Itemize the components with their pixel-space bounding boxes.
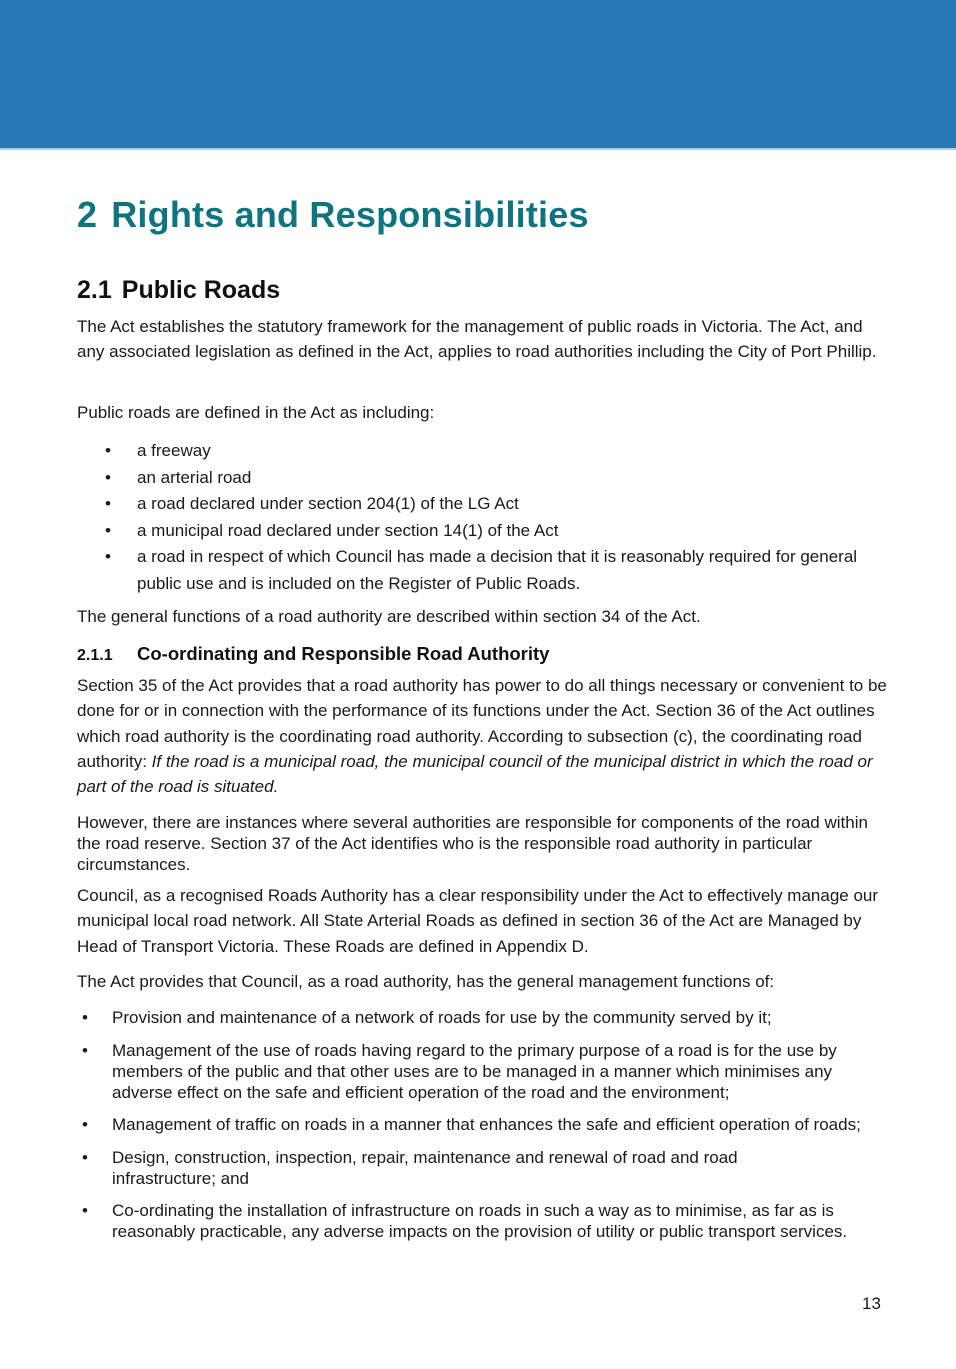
list-item: • Management of traffic on roads in a manner that enhances the safe and efficient operation of roads; [82, 1115, 861, 1134]
intro-paragraph-1: The Act establishes the statutory framework for the management of public roads in Victoria. The Act, and any associated legislation as defined in the Act, applies to road authorities including the City of Port Phillip. [77, 317, 877, 362]
bullet-icon: • [105, 494, 111, 513]
subsection-paragraph-4: The Act provides that Council, as a road authority, has the general management functions of: [77, 972, 775, 991]
list-item: • Management of the use of roads having regard to the primary purpose of a road is for the use by members of the public and that other uses are to be managed in a manner which minimises any adverse effect on the safe and efficient operation of the road and the environment; [82, 1040, 837, 1102]
list-item: • a municipal road declared under section 14(1) of the Act [77, 518, 887, 545]
bullet-icon: • [82, 1201, 88, 1220]
list-item: • a freeway [77, 438, 887, 465]
chapter-title: Rights and Responsibilities [111, 194, 589, 235]
bullet-icon: • [105, 441, 111, 460]
subsection-title: Co-ordinating and Responsible Road Authority [137, 643, 550, 664]
bullet-icon: • [105, 520, 111, 540]
list-item: • a road in respect of which Council has made a decision that it is reasonably required for general public use and is included on the Register of Public Roads. [77, 544, 887, 597]
bullet-icon: • [82, 1008, 88, 1027]
bullet-icon: • [82, 1147, 88, 1167]
bullet-icon: • [105, 467, 111, 487]
public-roads-list [77, 438, 887, 597]
bullet-icon: • [82, 1040, 88, 1060]
list-item: • a road declared under section 204(1) of the LG Act [77, 491, 887, 518]
chapter-heading [77, 194, 589, 236]
subsection-number: 2.1.1 [77, 647, 113, 664]
list-item: • Design, construction, inspection, repair, maintenance and renewal of road and road infrastructure; and [82, 1147, 738, 1188]
list-item: • Provision and maintenance of a network of roads for use by the community served by it; [82, 1008, 772, 1027]
subsection-paragraph-2: However, there are instances where several authorities are responsible for components of the road within the road reserve. Section 37 of the Act identifies who is the responsible road authority in particular circumstances. [77, 813, 868, 874]
subsection-paragraph-1: Section 35 of the Act provides that a road authority has power to do all things necessary or convenient to be done for or in connection with the performance of its functions under the Act. Section 36 of the Act outlines which road authority is the coordinating road authority. According to subsection (c), the coordinating road authority: If the road is a municipal road, the municipal council of the municipal district in which the road or part of the road is situated. [77, 676, 887, 797]
header-banner [0, 0, 956, 150]
page-number: 13 [862, 1294, 881, 1313]
section-heading [77, 276, 280, 305]
section-number: 2.1 [77, 276, 112, 304]
list-item: • Co-ordinating the installation of infrastructure on roads in such a way as to minimise, as far as is reasonably practicable, any adverse impacts on the provision of utility or public transport services. [82, 1201, 848, 1241]
list-item: • an arterial road [77, 465, 887, 492]
intro-paragraph-2: Public roads are defined in the Act as including: [77, 403, 435, 422]
chapter-number: 2 [77, 194, 98, 235]
quoted-text: If the road is a municipal road, the municipal council of the municipal district in which the road or part of the road is situated. [77, 751, 873, 797]
subsection-paragraph-3: Council, as a recognised Roads Authority has a clear responsibility under the Act to effectively manage our municipal local road network. All State Arterial Roads as defined in section 36 of the Act are Managed by Head of Transport Victoria. These Roads are defined in Appendix D. [77, 886, 879, 956]
subsection-heading [77, 643, 549, 665]
management-functions-list [77, 1007, 887, 1254]
bullet-icon: • [82, 1115, 88, 1134]
section-title: Public Roads [121, 276, 281, 304]
functions-note: The general functions of a road authority are described within section 34 of the Act. [77, 607, 701, 626]
bullet-icon: • [105, 547, 111, 566]
